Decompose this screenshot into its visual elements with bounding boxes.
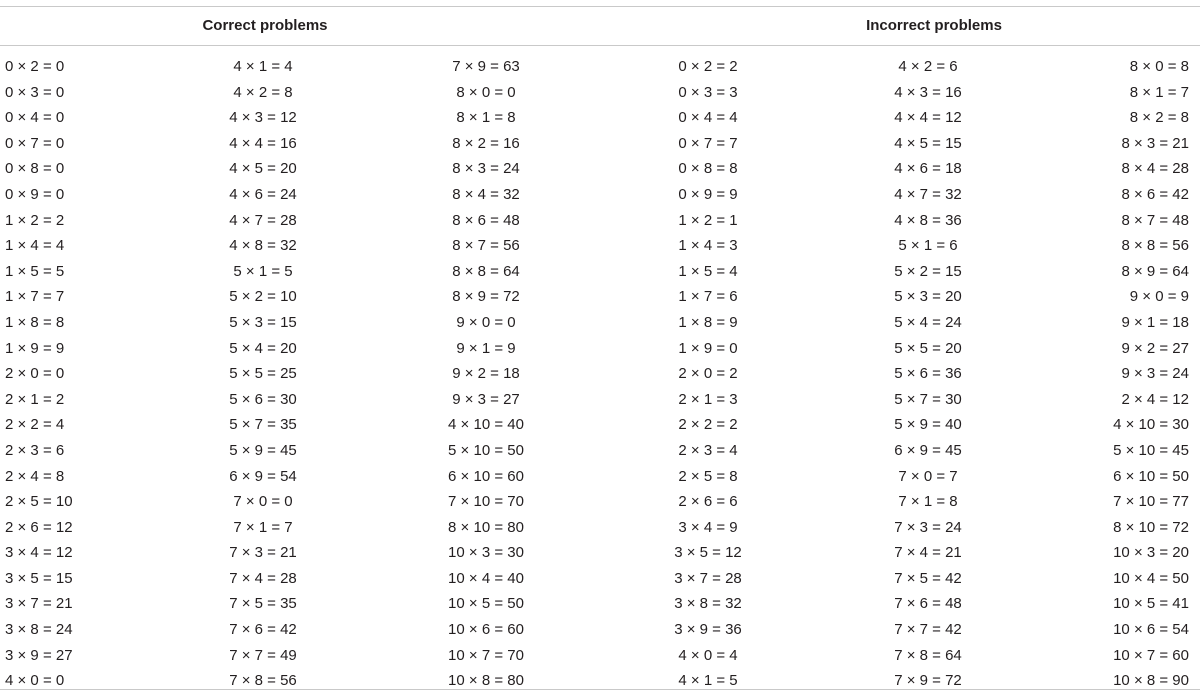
incorrect-problem-col3: 8 × 1 = 7: [1129, 83, 1189, 101]
incorrect-problem-col1: 2 × 6 = 6: [678, 493, 738, 511]
incorrect-problem-col1: 3 × 8 = 32: [674, 595, 742, 613]
table-body: [0, 54, 1200, 694]
correct-problem-col1: 1 × 8 = 8: [5, 313, 65, 331]
incorrect-problem-col2: 5 × 3 = 20: [894, 288, 962, 306]
correct-problem-col1: 0 × 4 = 0: [5, 109, 65, 127]
incorrect-problem-col3: 9 × 0 = 9: [1129, 288, 1189, 306]
correct-problem-col1: 2 × 6 = 12: [5, 518, 73, 536]
correct-problem-col2: 4 × 7 = 28: [229, 211, 297, 229]
correct-problem-col1: 3 × 5 = 15: [5, 569, 73, 587]
correct-problem-col2: 7 × 0 = 0: [233, 493, 293, 511]
correct-problem-col2: 7 × 3 = 21: [229, 544, 297, 562]
correct-problem-col2: 5 × 5 = 25: [229, 365, 297, 383]
correct-problem-col1: 3 × 8 = 24: [5, 621, 73, 639]
correct-problem-col3: 8 × 8 = 64: [452, 262, 520, 280]
correct-problem-col2: 4 × 3 = 12: [229, 109, 297, 127]
incorrect-problem-col1: 3 × 5 = 12: [674, 544, 742, 562]
correct-problem-col2: 4 × 5 = 20: [229, 160, 297, 178]
incorrect-problem-col1: 3 × 4 = 9: [678, 518, 738, 536]
incorrect-problem-col1: 1 × 5 = 4: [678, 262, 738, 280]
correct-problem-col1: 2 × 4 = 8: [5, 467, 65, 485]
table-row: [0, 54, 1200, 80]
incorrect-problem-col3: 10 × 7 = 60: [1113, 646, 1189, 664]
table-row: [0, 566, 1200, 592]
correct-problem-col1: 4 × 0 = 0: [5, 672, 65, 690]
table-row: [0, 208, 1200, 234]
incorrect-problem-col2: 7 × 8 = 64: [894, 646, 962, 664]
correct-problem-col1: 1 × 7 = 7: [5, 288, 65, 306]
table-row: [0, 80, 1200, 106]
incorrect-problem-col3: 8 × 0 = 8: [1129, 58, 1189, 75]
incorrect-problem-col2: 7 × 1 = 8: [898, 493, 958, 511]
table-row: [0, 412, 1200, 438]
correct-problem-col3: 10 × 5 = 50: [448, 595, 524, 613]
table-row: [0, 182, 1200, 208]
correct-problem-col1: 3 × 9 = 27: [5, 646, 73, 664]
incorrect-problems-header: Incorrect problems: [866, 17, 1002, 34]
incorrect-problem-col2: 7 × 6 = 48: [894, 595, 962, 613]
correct-problem-col3: 7 × 9 = 63: [452, 58, 520, 75]
table-row: [0, 259, 1200, 285]
incorrect-problem-col3: 5 × 10 = 45: [1113, 441, 1189, 459]
incorrect-problem-col2: 4 × 6 = 18: [894, 160, 962, 178]
correct-problem-col3: 6 × 10 = 60: [448, 467, 524, 485]
table-bottom-rule: [0, 689, 1200, 690]
correct-problem-col2: 5 × 3 = 15: [229, 313, 297, 331]
incorrect-problem-col2: 7 × 4 = 21: [894, 544, 962, 562]
incorrect-problem-col3: 8 × 4 = 28: [1121, 160, 1189, 178]
incorrect-problem-col1: 2 × 1 = 3: [678, 390, 738, 408]
incorrect-problem-col1: 1 × 7 = 6: [678, 288, 738, 306]
incorrect-problem-col1: 2 × 3 = 4: [678, 441, 738, 459]
incorrect-problem-col1: 1 × 4 = 3: [678, 237, 738, 255]
correct-problem-col3: 8 × 7 = 56: [452, 237, 520, 255]
correct-problem-col3: 8 × 1 = 8: [456, 109, 516, 127]
incorrect-problem-col1: 2 × 5 = 8: [678, 467, 738, 485]
correct-problem-col1: 0 × 3 = 0: [5, 83, 65, 101]
incorrect-problem-col3: 4 × 10 = 30: [1113, 416, 1189, 434]
incorrect-problem-col1: 0 × 3 = 3: [678, 83, 738, 101]
incorrect-problem-col2: 5 × 2 = 15: [894, 262, 962, 280]
incorrect-problem-col2: 5 × 5 = 20: [894, 339, 962, 357]
incorrect-problem-col3: 8 × 8 = 56: [1121, 237, 1189, 255]
incorrect-problem-col2: 7 × 0 = 7: [898, 467, 958, 485]
correct-problem-col2: 7 × 6 = 42: [229, 621, 297, 639]
incorrect-problem-col1: 0 × 7 = 7: [678, 134, 738, 152]
table-row: [0, 361, 1200, 387]
incorrect-problem-col2: 6 × 9 = 45: [894, 441, 962, 459]
correct-problem-col2: 4 × 6 = 24: [229, 185, 297, 203]
correct-problem-col3: 10 × 6 = 60: [448, 621, 524, 639]
incorrect-problem-col2: 7 × 5 = 42: [894, 569, 962, 587]
correct-problem-col2: 4 × 8 = 32: [229, 237, 297, 255]
incorrect-problem-col2: 5 × 1 = 6: [898, 237, 958, 255]
correct-problem-col2: 5 × 1 = 5: [233, 262, 293, 280]
incorrect-problem-col1: 2 × 0 = 2: [678, 365, 738, 383]
correct-problem-col3: 8 × 4 = 32: [452, 185, 520, 203]
incorrect-problem-col1: 1 × 8 = 9: [678, 313, 738, 331]
correct-problem-col1: 3 × 7 = 21: [5, 595, 73, 613]
correct-problem-col3: 8 × 6 = 48: [452, 211, 520, 229]
correct-problem-col2: 4 × 2 = 8: [233, 83, 293, 101]
incorrect-problem-col1: 2 × 2 = 2: [678, 416, 738, 434]
incorrect-problem-col1: 0 × 2 = 2: [678, 58, 738, 75]
incorrect-problem-col3: 8 × 10 = 72: [1113, 518, 1189, 536]
incorrect-problem-col3: 8 × 3 = 21: [1121, 134, 1189, 152]
correct-problem-col3: 8 × 2 = 16: [452, 134, 520, 152]
table-row: [0, 233, 1200, 259]
table-row: [0, 156, 1200, 182]
correct-problem-col1: 2 × 0 = 0: [5, 365, 65, 383]
table-row: [0, 643, 1200, 669]
correct-problem-col1: 2 × 2 = 4: [5, 416, 65, 434]
incorrect-problem-col3: 8 × 2 = 8: [1129, 109, 1189, 127]
incorrect-problem-col1: 4 × 1 = 5: [678, 672, 738, 690]
incorrect-problem-col3: 10 × 5 = 41: [1113, 595, 1189, 613]
incorrect-problem-col2: 5 × 7 = 30: [894, 390, 962, 408]
incorrect-problem-col2: 5 × 4 = 24: [894, 313, 962, 331]
incorrect-problem-col3: 10 × 8 = 90: [1113, 672, 1189, 690]
incorrect-problem-col1: 0 × 8 = 8: [678, 160, 738, 178]
table-row: [0, 131, 1200, 157]
correct-problem-col2: 5 × 6 = 30: [229, 390, 297, 408]
correct-problem-col2: 5 × 4 = 20: [229, 339, 297, 357]
correct-problem-col1: 2 × 5 = 10: [5, 493, 73, 511]
correct-problem-col2: 5 × 7 = 35: [229, 416, 297, 434]
table-row: [0, 284, 1200, 310]
correct-problem-col1: 2 × 1 = 2: [5, 390, 65, 408]
correct-problem-col1: 1 × 9 = 9: [5, 339, 65, 357]
incorrect-problem-col2: 4 × 2 = 6: [898, 58, 958, 75]
table-row: [0, 105, 1200, 131]
correct-problem-col3: 10 × 8 = 80: [448, 672, 524, 690]
incorrect-problem-col3: 9 × 1 = 18: [1121, 313, 1189, 331]
correct-problem-col2: 7 × 4 = 28: [229, 569, 297, 587]
table-row: [0, 387, 1200, 413]
incorrect-problem-col1: 3 × 9 = 36: [674, 621, 742, 639]
correct-problem-col3: 9 × 1 = 9: [456, 339, 516, 357]
table-row: [0, 489, 1200, 515]
incorrect-problem-col1: 1 × 2 = 1: [678, 211, 738, 229]
correct-problem-col2: 5 × 2 = 10: [229, 288, 297, 306]
table-row: [0, 668, 1200, 694]
incorrect-problem-col3: 2 × 4 = 12: [1121, 390, 1189, 408]
correct-problem-col1: 0 × 7 = 0: [5, 134, 65, 152]
correct-problem-col1: 1 × 4 = 4: [5, 237, 65, 255]
table-row: [0, 540, 1200, 566]
incorrect-problem-col1: 3 × 7 = 28: [674, 569, 742, 587]
table-row: [0, 336, 1200, 362]
correct-problem-col3: 9 × 3 = 27: [452, 390, 520, 408]
correct-problem-col2: 7 × 5 = 35: [229, 595, 297, 613]
correct-problem-col3: 9 × 2 = 18: [452, 365, 520, 383]
incorrect-problem-col1: 0 × 4 = 4: [678, 109, 738, 127]
incorrect-problem-col2: 4 × 5 = 15: [894, 134, 962, 152]
table-row: [0, 310, 1200, 336]
incorrect-problem-col1: 4 × 0 = 4: [678, 646, 738, 664]
correct-problem-col2: 7 × 1 = 7: [233, 518, 293, 536]
incorrect-problem-col2: 4 × 4 = 12: [894, 109, 962, 127]
table-row: [0, 464, 1200, 490]
table-row: [0, 617, 1200, 643]
correct-problem-col2: 7 × 7 = 49: [229, 646, 297, 664]
incorrect-problem-col2: 7 × 9 = 72: [894, 672, 962, 690]
correct-problem-col3: 10 × 3 = 30: [448, 544, 524, 562]
incorrect-problem-col2: 4 × 8 = 36: [894, 211, 962, 229]
header-divider-rule: [0, 45, 1200, 46]
incorrect-problem-col1: 0 × 9 = 9: [678, 185, 738, 203]
correct-problem-col1: 0 × 9 = 0: [5, 185, 65, 203]
correct-problem-col3: 8 × 0 = 0: [456, 83, 516, 101]
incorrect-problem-col1: 1 × 9 = 0: [678, 339, 738, 357]
correct-problem-col3: 8 × 10 = 80: [448, 518, 524, 536]
correct-problem-col1: 0 × 2 = 0: [5, 58, 65, 75]
correct-problem-col3: 4 × 10 = 40: [448, 416, 524, 434]
correct-problem-col3: 5 × 10 = 50: [448, 441, 524, 459]
correct-problems-header: Correct problems: [202, 17, 328, 34]
incorrect-problem-col2: 4 × 7 = 32: [894, 185, 962, 203]
correct-problem-col1: 1 × 5 = 5: [5, 262, 65, 280]
table-row: [0, 438, 1200, 464]
correct-problem-col2: 5 × 9 = 45: [229, 441, 297, 459]
incorrect-problem-col2: 7 × 3 = 24: [894, 518, 962, 536]
incorrect-problem-col3: 10 × 6 = 54: [1113, 621, 1189, 639]
correct-problem-col1: 3 × 4 = 12: [5, 544, 73, 562]
correct-problem-col3: 8 × 9 = 72: [452, 288, 520, 306]
correct-problem-col2: 6 × 9 = 54: [229, 467, 297, 485]
table-row: [0, 591, 1200, 617]
incorrect-problem-col3: 8 × 7 = 48: [1121, 211, 1189, 229]
correct-problem-col1: 1 × 2 = 2: [5, 211, 65, 229]
correct-problem-col1: 0 × 8 = 0: [5, 160, 65, 178]
incorrect-problem-col2: 5 × 6 = 36: [894, 365, 962, 383]
correct-problem-col2: 4 × 1 = 4: [233, 58, 293, 75]
correct-problem-col1: 2 × 3 = 6: [5, 441, 65, 459]
incorrect-problem-col3: 10 × 3 = 20: [1113, 544, 1189, 562]
incorrect-problem-col2: 7 × 7 = 42: [894, 621, 962, 639]
correct-problem-col3: 10 × 7 = 70: [448, 646, 524, 664]
incorrect-problem-col3: 6 × 10 = 50: [1113, 467, 1189, 485]
incorrect-problem-col3: 10 × 4 = 50: [1113, 569, 1189, 587]
incorrect-problem-col3: 7 × 10 = 77: [1113, 493, 1189, 511]
incorrect-problem-col3: 9 × 3 = 24: [1121, 365, 1189, 383]
correct-problem-col3: 7 × 10 = 70: [448, 493, 524, 511]
correct-problem-col3: 8 × 3 = 24: [452, 160, 520, 178]
table-row: [0, 515, 1200, 541]
incorrect-problem-col3: 9 × 2 = 27: [1121, 339, 1189, 357]
correct-problem-col2: 4 × 4 = 16: [229, 134, 297, 152]
incorrect-problem-col2: 5 × 9 = 40: [894, 416, 962, 434]
incorrect-problem-col2: 4 × 3 = 16: [894, 83, 962, 101]
correct-problem-col3: 9 × 0 = 0: [456, 313, 516, 331]
correct-problem-col3: 10 × 4 = 40: [448, 569, 524, 587]
correct-problem-col2: 7 × 8 = 56: [229, 672, 297, 690]
incorrect-problem-col3: 8 × 9 = 64: [1121, 262, 1189, 280]
incorrect-problem-col3: 8 × 6 = 42: [1121, 185, 1189, 203]
